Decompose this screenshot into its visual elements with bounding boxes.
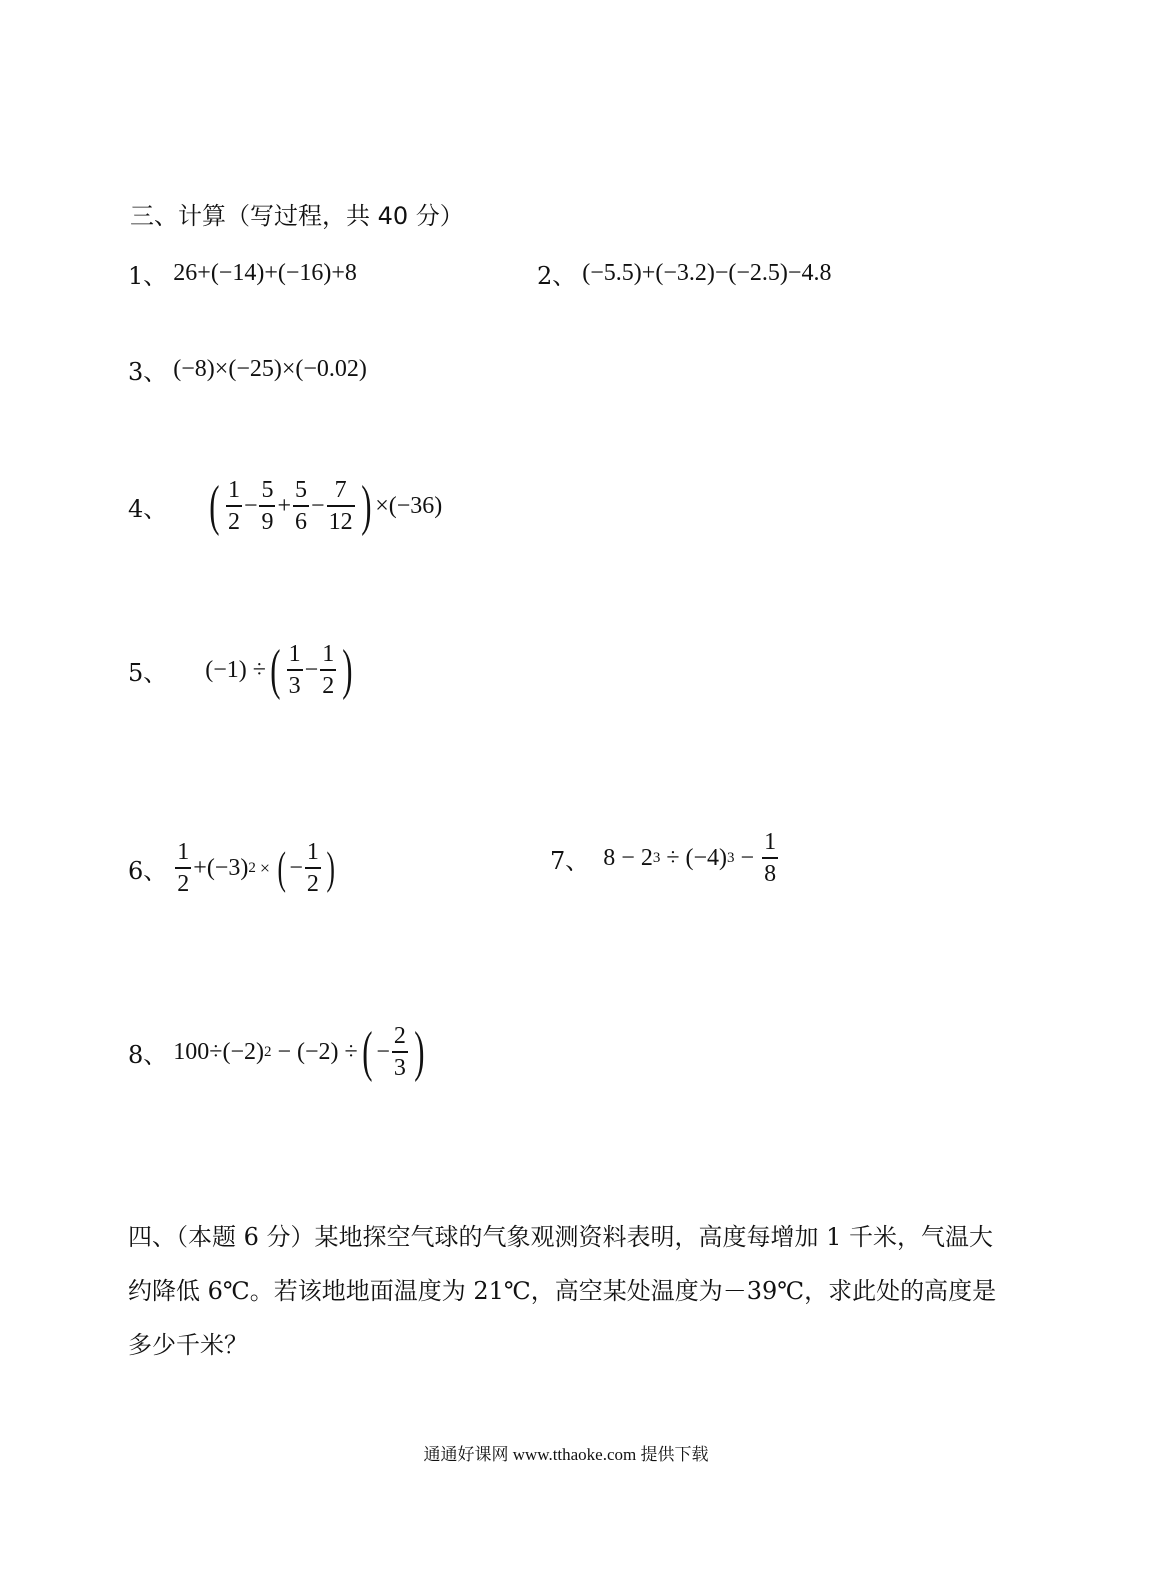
problem-number: 7、: [550, 846, 590, 875]
problem-expression: (−1) ÷ ( $\frac{1}{3}$ − $\frac{1}{2}$ ): [205, 639, 353, 701]
right-paren: ): [414, 1021, 425, 1083]
expression-head: 8 − 2: [603, 844, 653, 871]
problem-8: [128, 1021, 429, 1083]
left-paren: (: [361, 1021, 373, 1083]
section-4-word-problem: 四、（本题 6 分）某地探空气球的气象观测资料表明，高度每增加 1 千米，气温大约降低 6℃。若该地地面温度为 21℃，高空某处温度为－39℃，求此处的高度是多少千米？: [128, 1223, 997, 1359]
problem-expression: 26+(−14)+(−16)+8: [173, 260, 357, 286]
expression-mid: +(−3): [193, 854, 249, 881]
exponent: 2: [263, 1043, 272, 1060]
expression-head: (−1) ÷: [205, 656, 266, 683]
times-sign: ×: [259, 857, 270, 878]
left-paren: (: [277, 842, 286, 893]
problem-expression: (−5.5)+(−3.2)−(−2.5)−4.8: [582, 260, 832, 286]
problem-1: [128, 256, 357, 291]
expression-mid: − (−2) ÷: [271, 1038, 358, 1065]
fraction: $\frac{7}{12}$: [328, 477, 353, 535]
problem-number: 8、: [128, 1040, 168, 1069]
problem-6: [128, 840, 338, 896]
exponent: 3: [652, 849, 661, 866]
expression-tail: ×(−36): [375, 492, 443, 519]
fraction: $\frac{2}{3}$: [393, 1023, 406, 1081]
footer-credit: 通通好课网 www.tthaoke.com 提供下载: [423, 1445, 709, 1464]
problem-7: [550, 830, 780, 886]
fraction: $\frac{1}{2}$: [227, 477, 240, 535]
exponent: 3: [727, 849, 735, 866]
fraction: $\frac{1}{2}$: [306, 839, 319, 897]
fraction: $\frac{1}{8}$: [764, 829, 777, 887]
problem-expression: ( $\frac{1}{2}$ − $\frac{5}{9}$ + $\frac{5}{6}$ − $\frac{7}{12}$ ) ×(−36): [209, 475, 443, 537]
fraction: $\frac{1}{2}$: [177, 839, 190, 897]
problem-expression: $\frac{1}{2}$ +(−3) 2 × ( − $\frac{1}{2}$ ): [177, 839, 335, 897]
problem-number: 4、: [128, 494, 168, 523]
exponent: 2: [248, 859, 256, 876]
expression-mid: ÷ (−4): [660, 844, 728, 871]
problem-number: 3、: [128, 358, 168, 386]
problem-3: [128, 352, 367, 387]
fraction: $\frac{1}{3}$: [288, 641, 301, 699]
problem-number: 1、: [128, 262, 168, 290]
right-paren: ): [342, 639, 353, 701]
fraction: $\frac{5}{6}$: [295, 477, 308, 535]
problem-expression: 100÷(−2) 2 − (−2) ÷ ( − $\frac{2}{3}$ ): [173, 1021, 425, 1083]
right-paren: ): [326, 842, 335, 893]
problem-expression: [603, 830, 780, 886]
expression-head: 100÷(−2): [173, 1038, 264, 1065]
problem-expression: (−8)×(−25)×(−0.02): [173, 356, 367, 382]
problem-number: 6、: [128, 856, 168, 885]
problem-5: [128, 639, 357, 701]
problem-number: 2、: [537, 262, 577, 290]
problem-number: 5、: [128, 658, 168, 687]
problem-4: [128, 475, 443, 537]
problem-2: [537, 256, 831, 291]
fraction: $\frac{1}{2}$: [322, 641, 335, 699]
left-paren: (: [209, 475, 220, 537]
fraction: $\frac{5}{9}$: [261, 477, 274, 535]
left-paren: (: [270, 639, 281, 701]
section-3-heading: 三、计算（写过程，共 40 分）: [130, 202, 464, 230]
minus-sign: −: [734, 844, 755, 871]
right-paren: ): [360, 475, 372, 537]
